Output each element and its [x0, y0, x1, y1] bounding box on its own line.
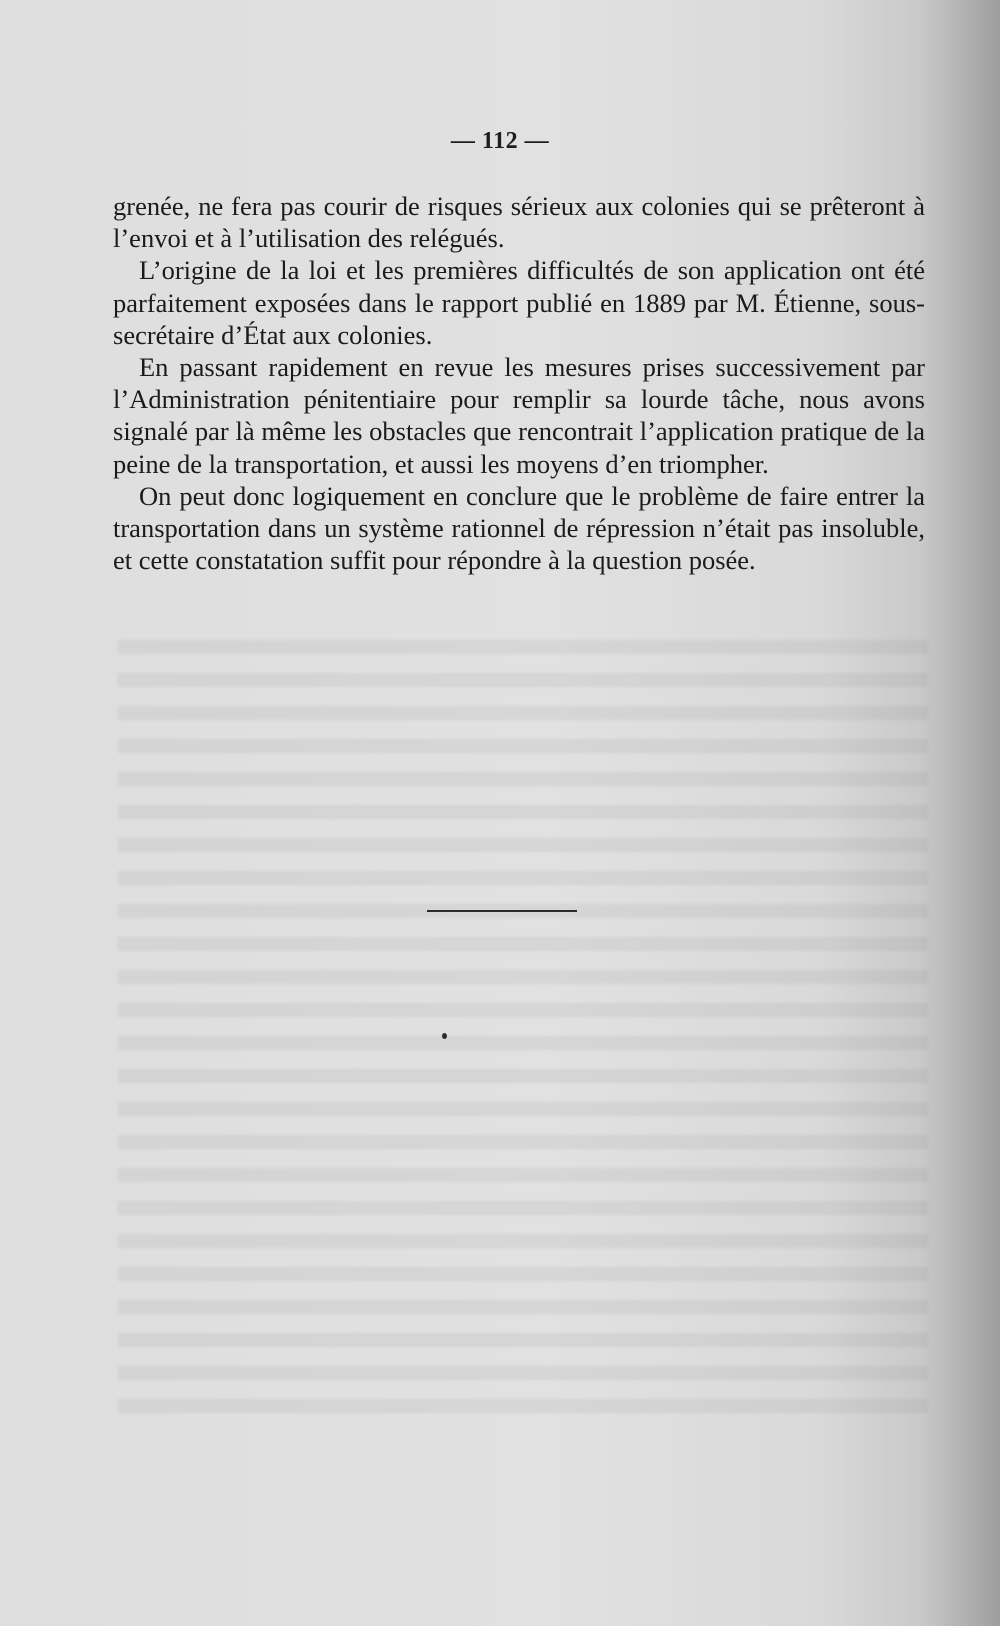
section-end-rule: [427, 910, 577, 912]
ink-speck: [442, 1033, 447, 1039]
body-text: [113, 190, 925, 576]
page-number: — 112 —: [450, 128, 550, 154]
paragraph-administration-measures: En passant rapidement en revue les mesures prises successivement par l’Administration pénitentiaire pour remplir sa lourde tâche, nous avons signalé par là même les obstacles que rencontrait l’application pratique de la peine de la transportation, et aussi les moyens d’en triompher.: [113, 352, 925, 479]
paragraph-continuation: grenée, ne fera pas courir de risques sérieux aux colonies qui se prêteront à l’envoi et à l’utilisation des relégués.: [113, 191, 925, 254]
paragraph-origin-of-law: L’origine de la loi et les premières difficultés de son application ont été parfaitement exposées dans le rapport publié en 1889 par M. Étienne, sous-secrétaire d’État aux colonies.: [113, 255, 925, 350]
bleed-through-shadow: [118, 640, 928, 1420]
paragraph-conclusion: On peut donc logiquement en conclure que le problème de faire entrer la transportation dans un système rationnel de répression n’était pas insoluble, et cette constatation suffit pour répondre à la question posée.: [113, 480, 925, 576]
